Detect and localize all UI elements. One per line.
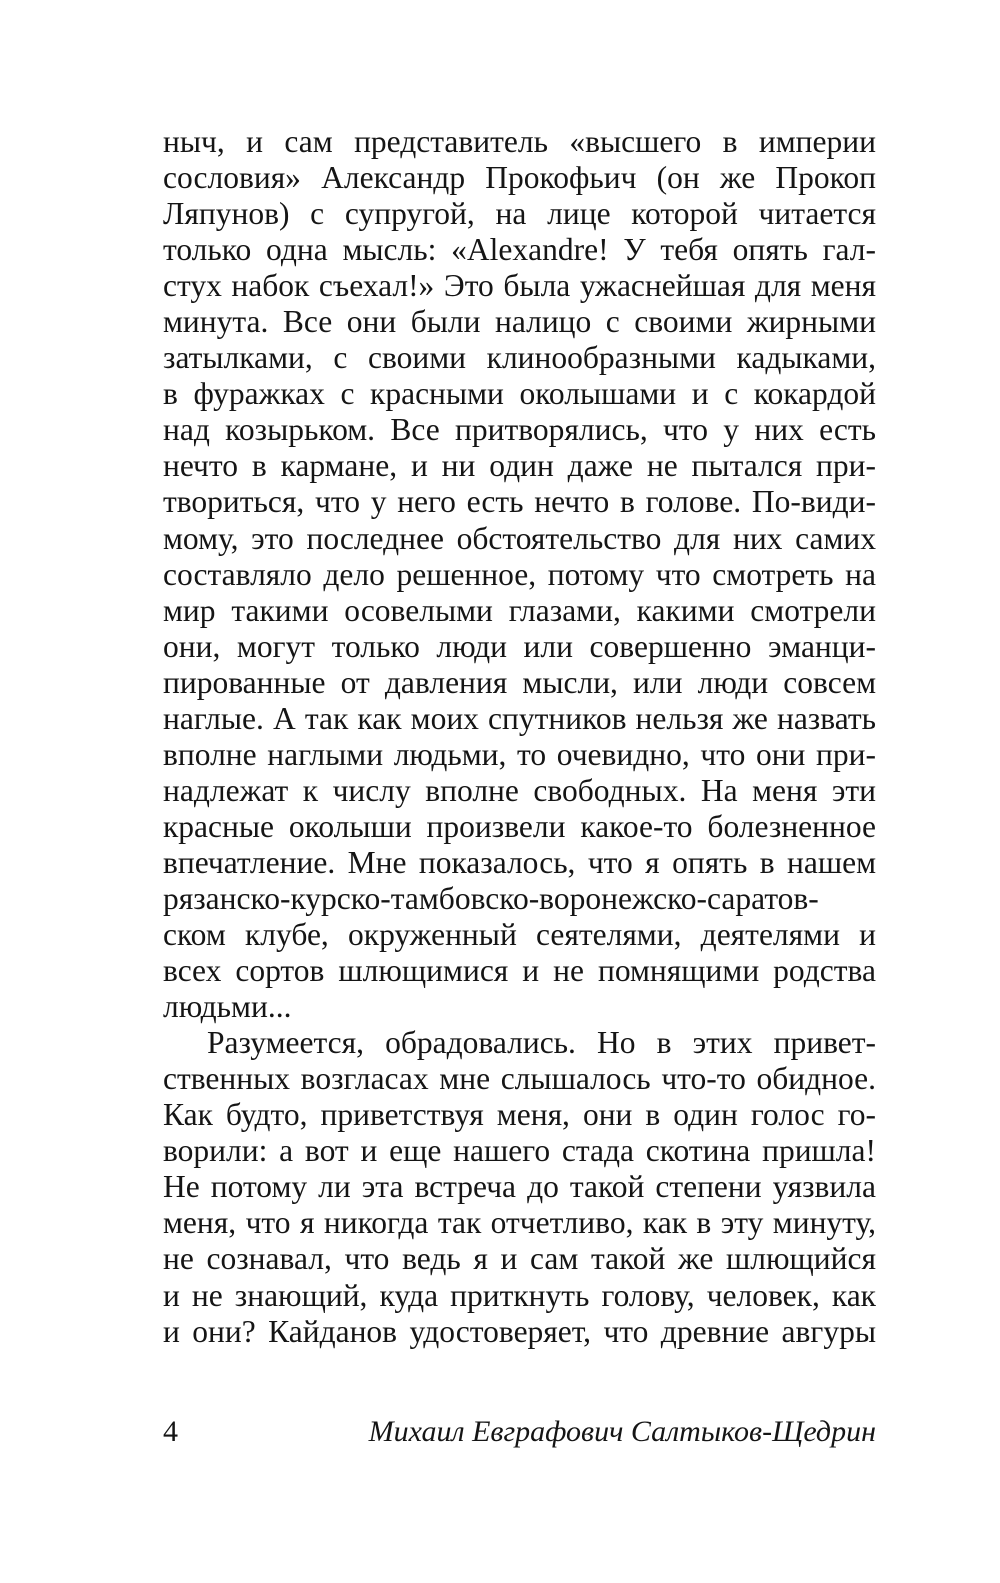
text-line: ворили: а вот и еще нашего стада скотина пришла! [163, 1133, 876, 1169]
text-line: и они? Кайданов удостоверяет, что древние авгуры [163, 1313, 876, 1349]
text-line: ныч, и сам представитель «высшего в империи [163, 124, 876, 159]
text-line: надлежат к числу вполне свободных. На меня эти [163, 772, 876, 808]
text-line: красные околыши произвели какое-то болезненное [163, 808, 876, 844]
text-line: всех сортов шлющимися и не помнящими родства [163, 953, 876, 989]
text-line: пированные от давления мысли, или люди совсем [163, 664, 876, 700]
text-line: Не потому ли эта встреча до такой степени уязвила [163, 1169, 876, 1205]
text-line: нечто в кармане, и ни один даже не пытался при- [163, 448, 876, 484]
paragraph-2 [163, 1025, 876, 1349]
text-line: меня, что я никогда так отчетливо, как в эту минуту, [163, 1205, 876, 1241]
text-line: они, могут только люди или совершенно эманци- [163, 628, 876, 664]
page-footer [163, 1412, 876, 1452]
text-line: рязанско-курско-тамбовско-воронежско-саратов- [163, 880, 819, 916]
text-line: в фуражках с красными околышами и с кокардой [163, 376, 876, 412]
text-line: людьми... [163, 989, 292, 1025]
text-line: впечатление. Мне показалось, что я опять в нашем [163, 844, 876, 880]
body-text [163, 124, 876, 1350]
text-line: составляло дело решенное, потому что смотреть на [163, 556, 876, 592]
text-line: ском клубе, окруженный сеятелями, деятелями и [163, 917, 876, 953]
text-line: ственных возгласах мне слышалось что-то обидное. [163, 1061, 876, 1097]
text-line: мир такими осовелыми глазами, какими смотрели [163, 592, 876, 628]
page-number: 4 [163, 1415, 178, 1448]
text-line: стух набок съехал!» Это была ужаснейшая для меня [163, 268, 876, 304]
text-line: сословия» Александр Прокофьич (он же Прокоп [163, 160, 876, 196]
paragraph-1 [163, 124, 876, 1025]
text-line: минута. Все они были налицо с своими жирными [163, 304, 876, 340]
text-line: над козырьком. Все притворялись, что у них есть [163, 412, 876, 448]
text-line: не сознавал, что ведь я и сам такой же шлющийся [163, 1241, 876, 1277]
text-line: и не знающий, куда приткнуть голову, человек, как [163, 1277, 876, 1313]
running-head-author: Михаил Евграфович Салтыков-Щедрин [368, 1415, 876, 1448]
text-line: Ляпунов) с супругой, на лице которой читается [163, 196, 876, 232]
text-line: Как будто, приветствуя меня, они в один голос го- [163, 1097, 876, 1133]
text-line: Разумеется, обрадовались. Но в этих привет- [207, 1025, 876, 1061]
text-line: твориться, что у него есть нечто в голове. По-види- [163, 484, 876, 520]
text-line: мому, это последнее обстоятельство для них самих [163, 520, 876, 556]
text-line: вполне наглыми людьми, то очевидно, что они при- [163, 736, 876, 772]
text-line: только одна мысль: «Alexandre! У тебя опять гал- [163, 232, 876, 268]
text-line: наглые. А так как моих спутников нельзя же назвать [163, 700, 876, 736]
text-line: затылками, с своими клинообразными кадыками, [163, 340, 876, 376]
